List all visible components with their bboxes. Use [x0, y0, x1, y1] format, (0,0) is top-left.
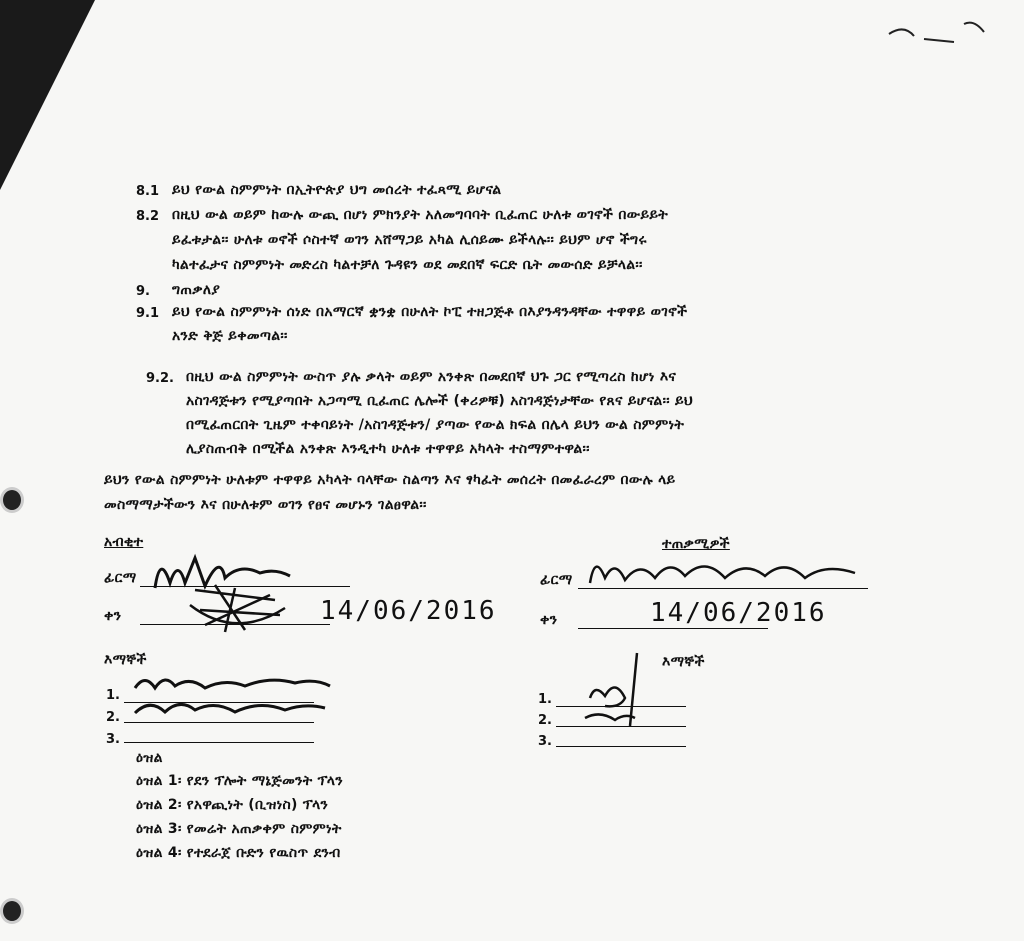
right-date-value: 14/06/2016: [650, 598, 827, 628]
clause-9-2-line: በዚህ ውል ስምምነት ውስጥ ያሉ ቃላት ወይም አንቀጽ በመደበኛ ህጉ ጋር የሚጣረስ ከሆነ እና: [186, 369, 677, 385]
right-party-heading: ተጠቃሚዎች: [662, 536, 730, 552]
right-witness-number: 1.: [538, 692, 552, 707]
right-date-line: [578, 628, 768, 629]
clause-number: 8.1: [136, 184, 160, 199]
clause-9-1-line: ይህ የውል ስምምነት ሰነድ በአማርኛ ቋንቋ በሁለት ኮፒ ተዘጋጅቶ በእያንዳንዳቸው ተዋዋይ ወገኖች: [172, 304, 688, 320]
left-witness-number: 3.: [106, 732, 120, 747]
left-witness-number: 2.: [106, 710, 120, 725]
right-witness-heading: እማኞች: [662, 654, 705, 670]
annex-heading: ዕዝል: [136, 750, 163, 766]
right-witness-number: 2.: [538, 713, 552, 728]
corner-pen-marks: [884, 14, 994, 54]
closing-line: መስማማታችውን እና በሁለቱም ወገን የፀና መሆኑን ገልፀዋል፡፡: [104, 497, 427, 513]
right-witness-signatures: [575, 648, 650, 733]
clause-8-2-line: በዚህ ውል ወይም ከውሉ ውጪ በሆነ ምክንያት አለመግባባት ቢፈጠር ሁለቱ ወገኖች በውይይት: [172, 207, 669, 223]
annex-item: ዕዝል 1፡ የደን ፕሎት ማኔጅመንት ፕላን: [136, 773, 343, 789]
right-date-label: ቀን: [540, 612, 558, 628]
punch-hole-bottom: [0, 898, 24, 924]
left-stamp-scribble: [185, 580, 295, 635]
clause-9-1-line: አንድ ቅጅ ይቀመጣል፡፡: [172, 328, 288, 344]
clause-number: 9.: [136, 284, 150, 299]
left-signature-label: ፊርማ: [104, 570, 137, 586]
folded-corner-shadow: [0, 0, 95, 190]
clause-number: 9.2.: [146, 371, 174, 386]
left-date-label: ቀን: [104, 608, 122, 624]
annex-item: ዕዝል 4፡ የተደራጀ ቡድን የዉስጥ ደንብ: [136, 845, 341, 861]
section-9-heading: ግጠቃለያ: [172, 282, 221, 298]
clause-8-2-line: ይፈቱታል፡፡ ሁለቱ ወኖች ሶስተኛ ወገን አሸማጋይ አካል ሊሰይሙ ይችላሉ፡፡ ይህም ሆኖ ችግሩ: [172, 232, 647, 248]
right-witness-number: 3.: [538, 734, 552, 749]
clause-9-2-line: አስገዳጅቱን የሚያጣበት አጋጣሚ ቢፈጠር ሌሎች (ቀሪዎቹ) አስገዳጅነታቸው የጸና ይሆናል፡፡ ይህ: [186, 393, 694, 409]
clause-9-2-line: ሊያስጠብቅ በሚችል አንቀጽ እንዲተካ ሁለቱ ተዋዋይ አካላት ተስማምተዋል፡፡: [186, 441, 590, 457]
clause-9-2-line: በሚፈጠርበት ጊዜም ተቀባይነት /አስገዳጅቱን/ ያጣው የውል ክፍል በሌላ ይህን ውል ስምምነት: [186, 417, 685, 433]
closing-line: ይህን የውል ስምምነት ሁለቱም ተዋዋይ አካላት ባላቸው ስልጣን እና ፃካፈት መሰረት በመፈራረም በውሉ ላይ: [104, 472, 676, 488]
punch-hole-top: [0, 487, 24, 513]
clause-8-1-text: ይህ የውል ስምምነት በኢትዮጵያ ህግ መሰረት ተፈጻሚ ይሆናል: [172, 182, 502, 198]
clause-8-2-line: ካልተፈታና ስምምነት መድረስ ካልተቻለ ጉዳዩን ወደ መደበኛ ፍርድ ቤት መውሰድ ይቻላል፡፡: [172, 257, 643, 273]
left-witness-number: 1.: [106, 688, 120, 703]
left-witness-heading: እማኞች: [104, 652, 147, 668]
right-witness-line: [556, 746, 686, 747]
left-party-heading: አብቂተ: [104, 534, 144, 550]
left-witness-signatures: [130, 668, 340, 723]
clause-number: 9.1: [136, 306, 160, 321]
left-witness-line: [124, 742, 314, 743]
right-signature-label: ፊርማ: [540, 572, 573, 588]
clause-number: 8.2: [136, 209, 160, 224]
left-date-value: 14/06/2016: [320, 596, 497, 626]
annex-item: ዕዝል 3፡ የመሬት አጠቃቀም ስምምነት: [136, 821, 342, 837]
right-signature-mark: [585, 548, 865, 593]
annex-item: ዕዝል 2፡ የአዋጪነት (ቢዝነስ) ፕላን: [136, 797, 329, 813]
